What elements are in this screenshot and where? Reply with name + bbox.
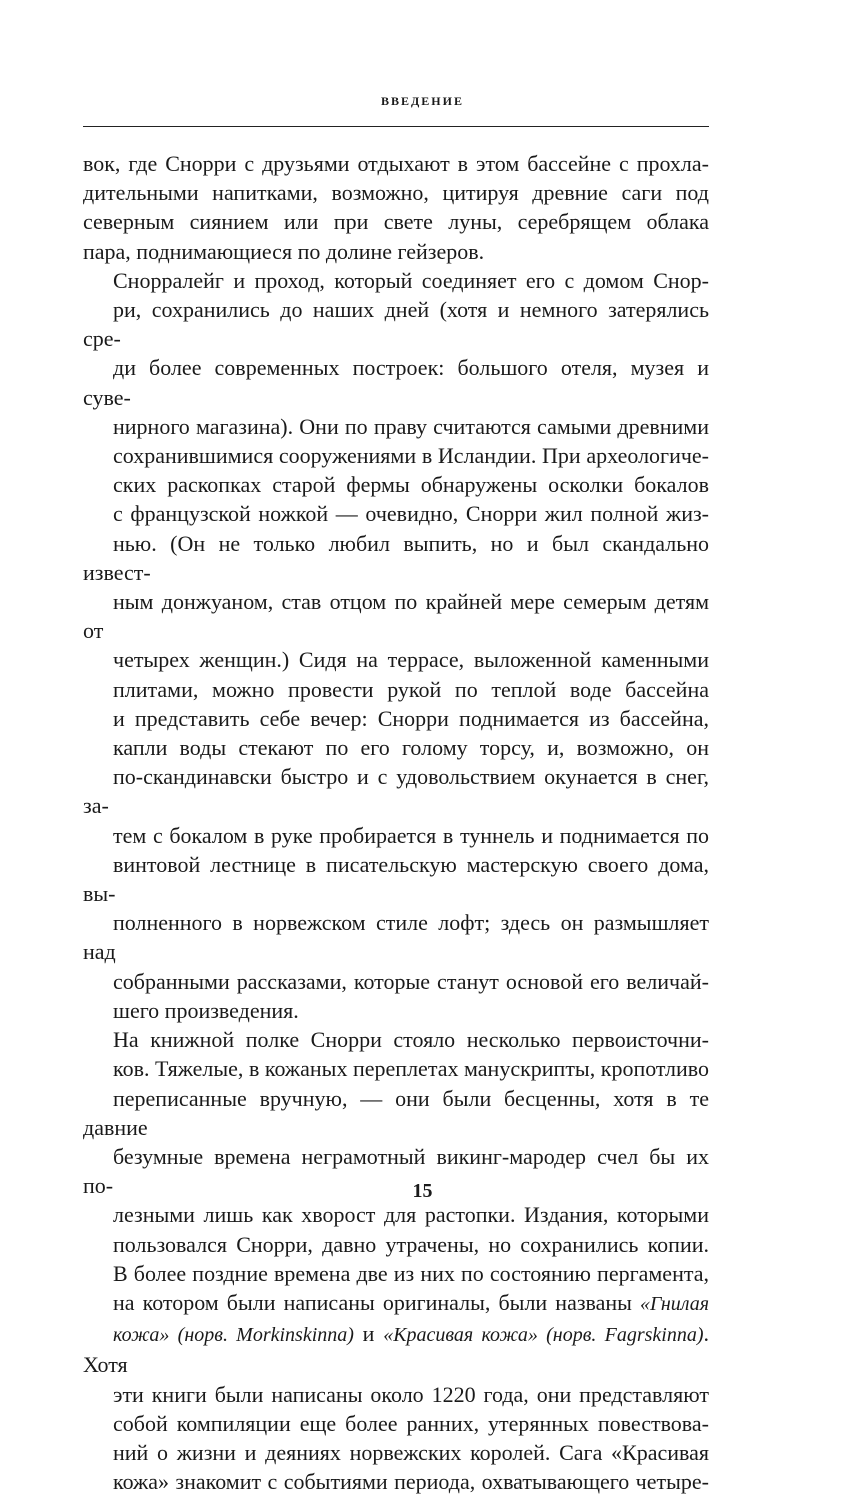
text-line: Снорралейг и проход, который соединяет его с домом Снор-	[113, 267, 709, 293]
page-number: 15	[412, 1180, 433, 1202]
text-line: по-скандинавски быстро и с удовольствием окунается в снег, за-	[83, 764, 709, 819]
paragraph-1	[83, 149, 709, 266]
text-line: четырех женщин.) Сидя на террасе, выложенной каменными	[113, 647, 709, 673]
text-line: безумные времена неграмотный викинг-мародер счел бы их по-	[83, 1143, 709, 1199]
text-line: нью. (Он не только любил выпить, но и был скандально извест-	[83, 530, 709, 585]
text-line: и представить себе вечер: Снорри поднимается из бассейна,	[113, 705, 709, 731]
text-line: ным донжуаном, став отцом по крайней мере семерым детям от	[83, 589, 709, 644]
running-head-title: ВВЕДЕНИЕ	[381, 94, 464, 108]
text-line: кожа» знакомит с событиями периода, охватывающего четыре-	[113, 1469, 709, 1495]
text-line: собой компиляции еще более ранних, утерянных повествова-	[113, 1410, 709, 1436]
header-divider	[83, 126, 709, 127]
text-run: . Хотя	[83, 1321, 710, 1378]
text-line: северным сиянием или при свете луны, серебрящем облака	[83, 209, 709, 235]
text-line: ний о жизни и деяниях норвежских королей. Сага «Красивая	[113, 1439, 709, 1465]
text-line: эти книги были написаны около 1220 года, они представляют	[113, 1381, 709, 1407]
italic-title: кожа» (норв. Morkinskinna)	[113, 1324, 354, 1347]
text-line: лезными лишь как хворост для растопки. Издания, которыми	[113, 1202, 709, 1228]
paragraph-3	[83, 1025, 709, 1496]
text-line: тем с бокалом в руке пробирается в туннель и поднимается по	[113, 822, 709, 848]
text-line: В более поздние времена две из них по состоянию пергамента,	[113, 1260, 709, 1286]
text-line: пользовался Снорри, давно утрачены, но сохранились копии.	[113, 1231, 709, 1257]
text-line: сохранившимися сооружениями в Исландии. При археологиче-	[113, 443, 709, 469]
paragraph-2	[83, 266, 709, 1025]
text-line: собранными рассказами, которые станут основой его величай-	[113, 968, 709, 994]
text-line	[83, 1288, 709, 1319]
text-line: переписанные вручную, — они были бесценны, хотя в те давние	[83, 1085, 709, 1140]
text-line: плитами, можно провести рукой по теплой воде бассейна	[113, 676, 709, 702]
text-line: капли воды стекают по его голому торсу, и, возможно, он	[113, 735, 709, 761]
italic-title: «Красивая кожа» (норв. Fagrskinna)	[383, 1324, 704, 1347]
text-line: шего произведения.	[113, 997, 299, 1023]
text-run: на котором были написаны оригиналы, были названы	[113, 1289, 641, 1315]
text-line: нирного магазина). Они по праву считаются самыми древними	[113, 413, 709, 439]
text-line: вок, где Снорри с друзьями отдыхают в этом бассейне с прохла-	[83, 151, 709, 176]
text-line: с французской ножкой — очевидно, Снорри жил полной жиз-	[113, 501, 709, 527]
text-line: винтовой лестнице в писательскую мастерскую своего дома, вы-	[83, 851, 709, 907]
text-line: дительными напитками, возможно, цитируя древние саги под	[83, 180, 709, 206]
text-line: ских раскопках старой фермы обнаружены осколки бокалов	[113, 472, 709, 498]
text-line: ков. Тяжелые, в кожаных переплетах манускрипты, кропотливо	[113, 1056, 709, 1082]
text-run: и	[353, 1321, 384, 1347]
text-line: пара, поднимающиеся по долине гейзеров.	[83, 238, 485, 264]
text-line: На книжной полке Снорри стояло несколько первоисточни-	[113, 1027, 709, 1053]
text-line	[83, 1319, 709, 1379]
text-line: полненного в норвежском стиле лофт; здесь он размышляет над	[83, 910, 709, 965]
text-line: ри, сохранились до наших дней (хотя и немного затерялись сре-	[83, 297, 709, 352]
text-line: ди более современных построек: большого отеля, музея и суве-	[83, 355, 709, 410]
italic-title: «Гнилая	[640, 1292, 709, 1315]
body-text	[83, 149, 709, 1496]
